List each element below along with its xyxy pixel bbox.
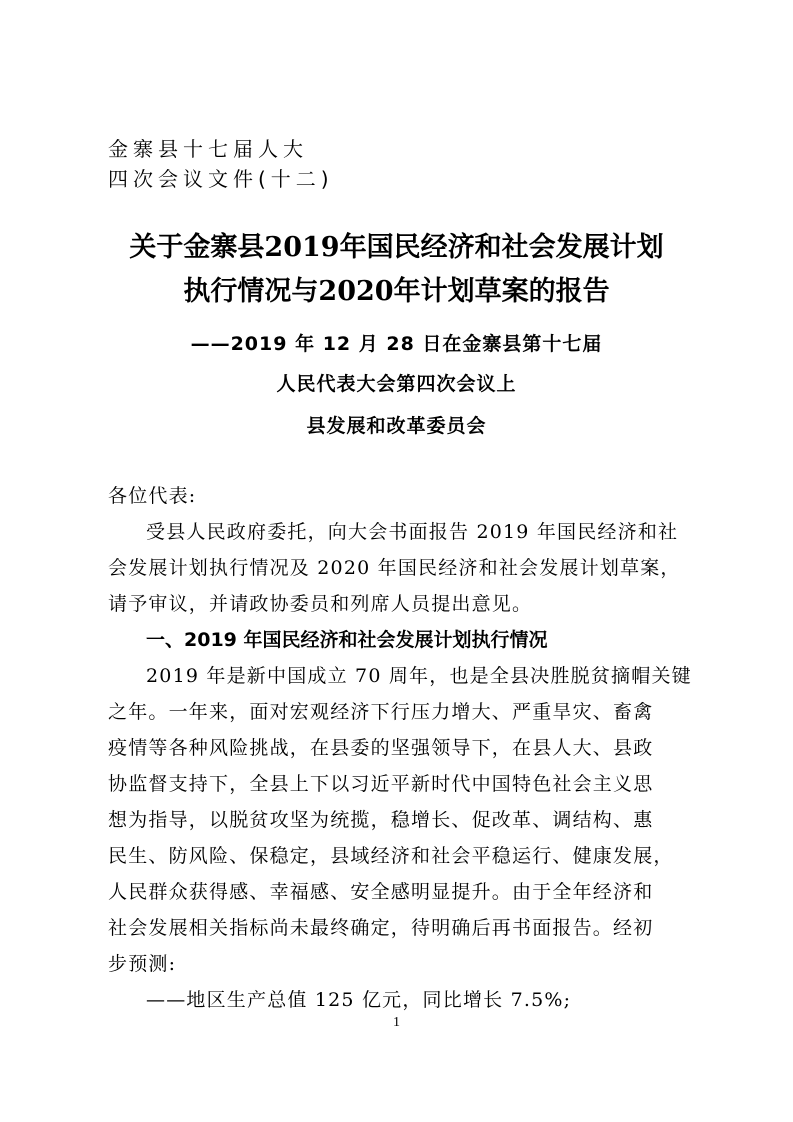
file-label-line-2: 四次会议文件(十二) — [108, 167, 334, 191]
document-title-line-1: 关于金寨县2019年国民经济和社会发展计划 — [129, 232, 664, 263]
section-1-heading: 一、2019 年国民经济和社会发展计划执行情况 — [146, 629, 548, 651]
salutation: 各位代表: — [108, 485, 197, 507]
indicator-item-1: ——地区生产总值 125 亿元，同比增长 7.5%; — [146, 989, 572, 1011]
paragraph-2-line-9: 步预测: — [108, 953, 177, 975]
file-label-line-1: 金寨县十七届人大 — [108, 137, 308, 161]
paragraph-1-line-2: 会发展计划执行情况及 2020 年国民经济和社会发展计划草案， — [108, 557, 681, 579]
paragraph-2-line-5: 想为指导，以脱贫攻坚为统揽，稳增长、促改革、调结构、惠 — [108, 809, 654, 831]
paragraph-2-line-3: 疫情等各种风险挑战，在县委的坚强领导下，在县人大、县政 — [108, 737, 654, 759]
document-title-line-2: 执行情况与2020年计划草案的报告 — [183, 276, 610, 307]
subtitle-date-line: ——2019 年 12 月 28 日在金寨县第十七届 — [190, 333, 603, 355]
paragraph-2-line-6: 民生、防风险、保稳定，县域经济和社会平稳运行、健康发展， — [108, 845, 674, 867]
paragraph-2-line-2: 之年。一年来，面对宏观经济下行压力增大、严重旱灾、畜禽 — [108, 701, 654, 723]
paragraph-1-line-3: 请予审议，并请政协委员和列席人员提出意见。 — [108, 593, 533, 615]
subtitle-author: 县发展和改革委员会 — [306, 415, 487, 437]
paragraph-2-line-4: 协监督支持下，全县上下以习近平新时代中国特色社会主义思 — [108, 773, 654, 795]
paragraph-2-line-8: 社会发展相关指标尚未最终确定，待明确后再书面报告。经初 — [108, 917, 654, 939]
page-number: 1 — [393, 1015, 400, 1030]
paragraph-2-line-7: 人民群众获得感、幸福感、安全感明显提升。由于全年经济和 — [108, 881, 654, 903]
paragraph-1-line-1: 受县人民政府委托，向大会书面报告 2019 年国民经济和社 — [146, 521, 679, 543]
paragraph-2-line-1: 2019 年是新中国成立 70 周年，也是全县决胜脱贫摘帽关键 — [146, 665, 692, 687]
subtitle-meeting-line: 人民代表大会第四次会议上 — [276, 373, 517, 395]
